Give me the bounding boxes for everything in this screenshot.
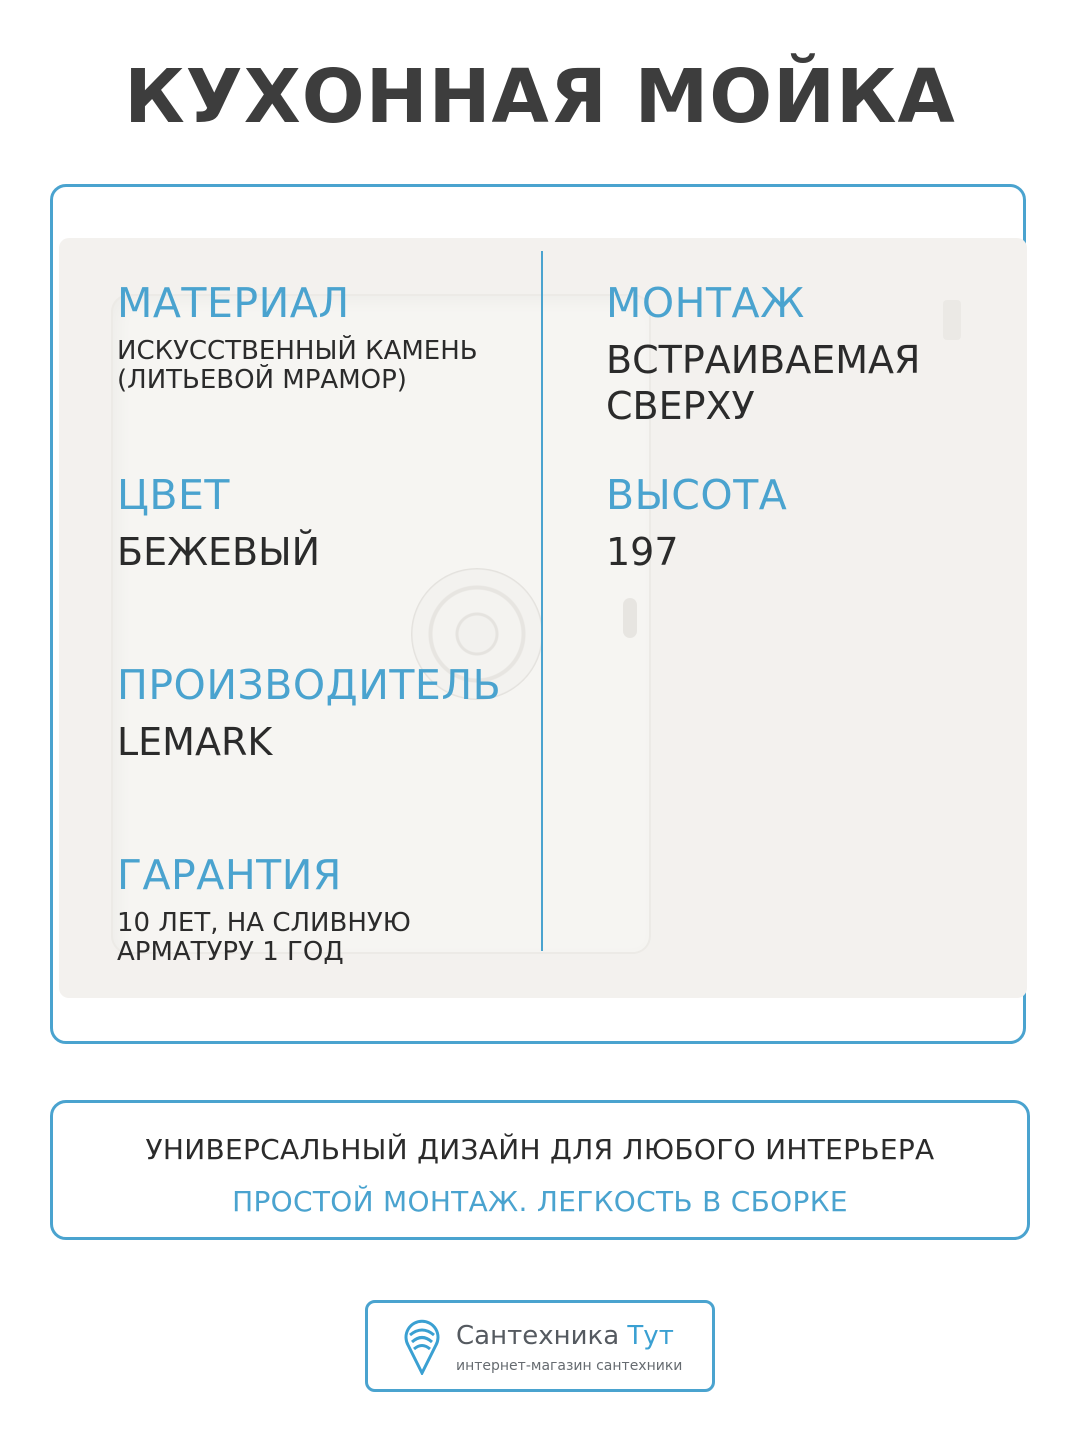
logo-name: [456, 1321, 674, 1351]
spec-mounting-label: МОНТАЖ: [606, 279, 805, 327]
spec-material: [117, 279, 517, 395]
spec-material-label: МАТЕРИАЛ: [117, 279, 350, 327]
spec-warranty-value: 10 ЛЕТ, НА СЛИВНУЮ АРМАТУРУ 1 ГОД: [117, 908, 411, 967]
spec-warranty-label: ГАРАНТИЯ: [117, 851, 342, 899]
spec-manufacturer: [117, 661, 537, 765]
features-card: [50, 1100, 1030, 1240]
specs-card: [50, 184, 1026, 1044]
spec-warranty: [117, 851, 517, 967]
spec-mounting: [606, 279, 1006, 429]
spec-mounting-value: ВСТРАИВАЕМАЯ СВЕРХУ: [606, 338, 921, 428]
spec-color-value: БЕЖЕВЫЙ: [117, 530, 321, 574]
spec-color: [117, 471, 517, 575]
logo-tagline: интернет-магазин сантехники: [456, 1358, 683, 1374]
location-pin-icon: [404, 1319, 440, 1375]
spec-height: [606, 471, 1006, 575]
spec-manufacturer-value: LEMARK: [117, 720, 273, 764]
logo-name-main: Сантехника: [456, 1321, 628, 1351]
logo-name-accent: Тут: [627, 1321, 674, 1351]
feature-universal-design: УНИВЕРСАЛЬНЫЙ ДИЗАЙН ДЛЯ ЛЮБОГО ИНТЕРЬЕРА: [145, 1133, 935, 1166]
spec-height-value: 197: [606, 530, 679, 574]
sink-overflow: [623, 598, 637, 638]
column-divider: [541, 251, 543, 951]
feature-easy-install: ПРОСТОЙ МОНТАЖ. ЛЕГКОСТЬ В СБОРКЕ: [232, 1185, 848, 1218]
spec-height-label: ВЫСОТА: [606, 471, 788, 519]
page-title: КУХОННАЯ МОЙКА: [124, 54, 956, 140]
spec-manufacturer-label: ПРОИЗВОДИТЕЛЬ: [117, 661, 502, 709]
spec-color-label: ЦВЕТ: [117, 471, 230, 519]
spec-material-value: ИСКУССТВЕННЫЙ КАМЕНЬ (ЛИТЬЕВОЙ МРАМОР): [117, 336, 478, 395]
store-logo[interactable]: [365, 1300, 715, 1392]
